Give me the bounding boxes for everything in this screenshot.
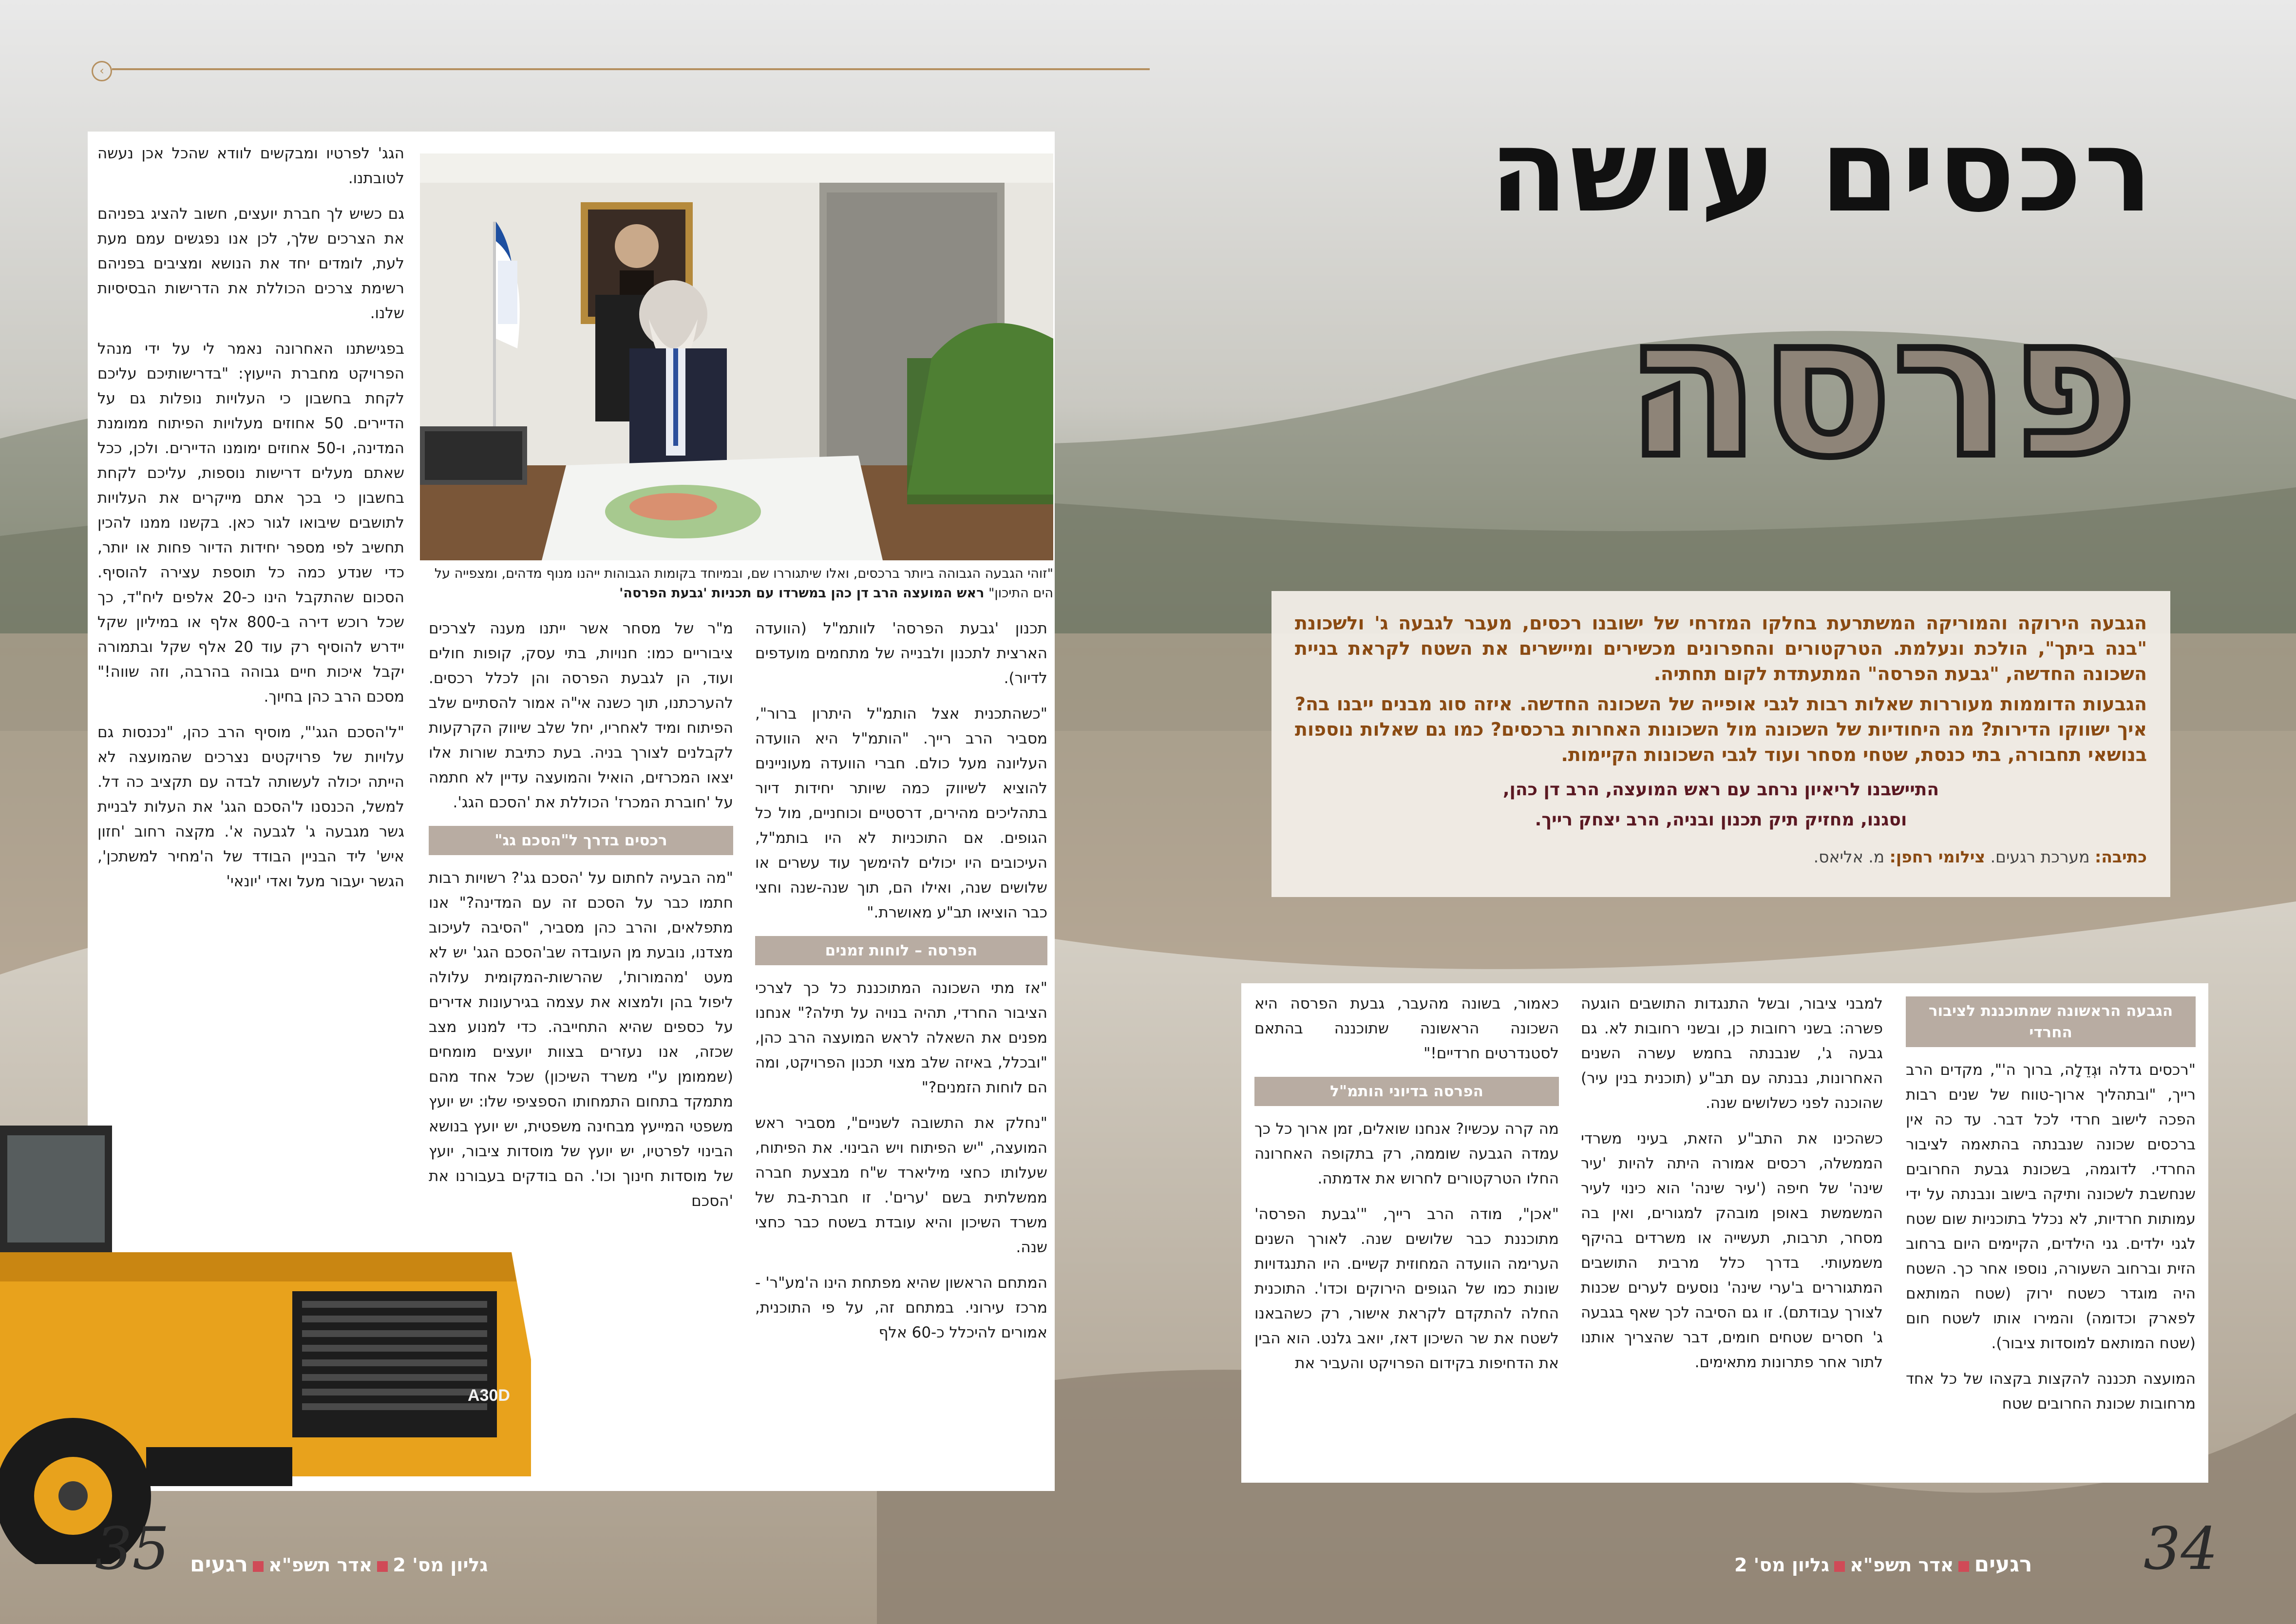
credit-photo: מ. אליאס. — [1813, 847, 1885, 866]
left-col-1 — [755, 616, 1047, 1356]
interview-line-2: וסגנו, מחזיק תיק תכנון ובניה, הרב יצחק רייך. — [1535, 810, 1907, 830]
issue-number: גליון מס' 2 — [393, 1554, 488, 1576]
paragraph: המתחם הראשון שהיא מפתחת הינו ה'מע"ר' - מרכז עירוני. במתחם זה, על פי התוכנית, אמורים להיכלל כ-60 אלף — [755, 1274, 1047, 1341]
section-heading: הפרסה – לוחות זמנים — [755, 936, 1047, 965]
paragraph: כאמור, בשונה מהעבר, גבעת הפרסה היא השכונה הראשונה שתוכננה בהתאם לסטנדרטים חרדיים!" — [1254, 995, 1559, 1062]
section-heading: רכסים בדרך ל"הסכם גג" — [429, 826, 733, 855]
issue-number: גליון מס' 2 — [1734, 1554, 1830, 1576]
headline-line1: רכסים עושה — [1489, 105, 2155, 238]
paragraph: למבני ציבור, ובשל התנגדות התושבים הוגעה פשרה: בשני רחובות כן, ובשני רחובות לא. גם גבעה ג', שנבנתה בחמש עשרה השנים האחרונות, נבנתה עם תב"ע (תוכנית בנין עיר) שהוכנה לפני כשלושים שנה. — [1581, 995, 1883, 1112]
top-rule — [112, 68, 1150, 70]
office-photo — [420, 153, 1053, 560]
intro-paragraph-1: הגבעה הירוקה והמוריקה המשתרעת בחלקו המזרחי של ישובנו רכסים, מעבר לגבעה ג' ולשכונת "בנה ביתך", הולכת ונעלמת. הטרקטורים והחפרונים מכשירים ומיישרים את השטח לקראת בניית השכונה החדשה, "גבעת הפרסה" המתעתדת לקום תחתיה. — [1295, 612, 2147, 685]
magazine-brand: רגעים — [1974, 1552, 2032, 1577]
separator-square — [1834, 1561, 1845, 1572]
paragraph: "אכן", מודה הרב רייך, "'גבעת הפרסה' מתוכננת כבר שלושים שנה. לאורך השנים הערימה הוועדה המחוזית קשיים. היו התנגדויות שונות כמו של הגופים הירוקים וכדו'. התוכנית החלה להתקדם לקראת אישור, רק כשהבאנו לשטח את שר השיכון דאז, יואב גלנט. הוא הבין את הדחיפות בקידום הפרויקט והעביר את — [1254, 1205, 1559, 1372]
paragraph: "ל'הסכם הגג'", מוסיף הרב כהן, "נכנסות גם עלויות של פרויקטים נצרכים שהמועצה לא הייתה יכולה לעשותה לבדה עם תקציב כה דל. למשל, הכנסנו ל'הסכם הגג' את העלות לבניית גשר מגבעה ג' לגבעה א'. מקצה רחוב 'חזון איש' ליד הבניין הבודד של ה'מחיר למשתכן', הגשר יעבור מעל ואדי 'יונאי' — [97, 724, 404, 890]
paragraph: גם כשיש לך חברת יועצים, חשוב להציג בפניהם את הצרכים שלך, לכן אנו נפגשים עמם מעת לעת, לומדים יחד את הנושא ומציבים בפניהם רשימת צרכים הכוללת את הדרישות הבסיסיות שלנו. — [97, 205, 404, 322]
credit-writing: מערכת רגעים. — [1990, 847, 2090, 866]
separator-square — [1958, 1561, 1969, 1572]
credits — [1295, 844, 2147, 870]
paragraph: הגג' לפרטיו ומבקשים לוודא שהכל אכן נעשה לטובתנו. — [97, 145, 404, 187]
paragraph: מה קרה עכשיו? אנחנו שואלים, זמן ארוך כל כך עמדה הגבעה שוממה, רק בתקופה האחרונה החלו הטרקטורים לחרוש את אדמתה. — [1254, 1120, 1559, 1187]
paragraph: תכנון 'גבעת הפרסה' לוותמ"ל (הוועדה הארצית לתכנון ולבנייה של מתחמים מועדפים לדיור). — [755, 620, 1047, 687]
intro-paragraph-2: הגבעות הדוממות מעוררות שאלות רבות לגבי אופייה של השכונה החדשה. איזה סוג מבנים ייבנו בה? איך ישווקו הדירות? מה היחודיות של השכונה מול השכונות האחרות ברכסים? כמו גם שאלות נוספות בנושאי תחבורה, בתי כנסת, שטחי מסחר ועוד לגבי השכונות הקיימות. — [1295, 693, 2147, 765]
section-heading: הגבעה הראשונה שמתוכננת לציבור החרדי — [1906, 996, 2196, 1047]
section-heading: הפרסה בדיוני הותמ"ל — [1254, 1077, 1559, 1106]
page-number-left: 35 — [95, 1515, 170, 1583]
left-col-3 — [97, 141, 404, 905]
caption-quote: "זוהי הגבעה הגבוהה ביותר ברכסים, ואלו שיתגוררו שם, ובמיוחד בקומות הגבוהות ייהנו מנוף מדהים, ומצפייה על הים התיכון" — [434, 566, 1053, 601]
separator-square — [253, 1561, 264, 1572]
right-col-3 — [1254, 992, 1559, 1387]
paragraph: "מה הבעיה לחתום על 'הסכם גג'? רשויות רבות חתמו כבר על הסכם זה עם המדינה?" אנו מתפלאים, והרב כהן מסביר, "הסיבה לעיכוב מצדנו, נובעת מן העובדה שב'הסכם הגג' יש לא מעט 'מהמורות', שהרשות-המקומית עלולה ליפול בהן ולמצוא את עצמה בגירעונות אדירים על כספים שהיא התחייבה. כדי למנוע מצב שכזה, אנו נעזרים בצוות יועצים מומחים (שממומן ע"י משרד השיכון) שכל אחד מהם מתמקד בתחום התמחותו הספציפי שלו: יש יועץ משפטי המייעץ מבחינה משפטית, יש יועץ בנושא הבינוי לפרטיו, יש יועץ של מוסדות ציבור, יועץ של מוסדות חינוך וכו'. הם בודקים בעבורנו את 'הסכם — [429, 869, 733, 1210]
issue-month: אדר תשפ"א — [268, 1554, 373, 1576]
paragraph: "רכסים גדלה וּגְדֵלָה, ברוך ה'", מקדים הרב רייך, "ובתהליך ארוך-טווח של שנים רבות הפכה לישוב חרדי לכל דבר. עד כה אין ברכסים שכונה שנבנתה בהתאמה לציבור החרדי. לדוגמה, בשכונת גבעת החרובים שנחשבת לשכונה ותיקה בישוב ונבנתה על ידי עמותות חרדיות, לא נכלל בתוכניות שום שטח לגני ילדים. גני הילדים, הקיימים היום ברחוב הזית וברחוב השעורה, נוספו אחר כך. השטח היה מוגדר כשטח ירוק (שטח המותאם לפארק וכדומה) והמירו אותו לשטח חום (שטח המותאם למוסדות ציבור). — [1906, 1061, 2196, 1352]
photo-caption — [420, 564, 1053, 603]
paragraph: בפגישתנו האחרונה נאמר לי על ידי מנהל הפרויקט מחברת הייעוץ: "בדרישותיכם עליכם לקחת בחשבון כי העלויות נופלות גם על הדיירים. 50 אחוזים מעלויות הפיתוח ממומנת המדינה, ו-50 אחוזים ימומנו הדיירים. ולכן, ככל שאתם מעלים דרישות נוספות, עליכם לקחת בחשבון כי בכך אתם מייקרים את העלויות לתושבים שיבואו לגור כאן. בקשנו ממנו להכין תחשיב לפי מספר יחידות הדיור פחות או יותר, כדי שנדע כמה כל תוספת עצירה להוסיף. הסכום שהתקבל הינו כ-20 אלפים ליח"ד, כך שכל רוכש דירה ב-800 אלף או במיליון שקל יידרש להוסיף רק עוד 20 אלף שקל ובתמורה יקבל איכות חיים גבוהה בהרבה, וזה שווה!" מסכם הרב כהן בחיוך. — [97, 340, 405, 706]
caption-bold: ראש המועצה הרב דן כהן במשרדו עם תכניות 'גבעת הפרסה' — [619, 586, 985, 601]
footer-left — [190, 1552, 488, 1577]
vehicle-plate: A30D — [468, 1386, 510, 1405]
paragraph: המועצה תכננה להקצות בקצהו של כל אחד מרחובות שכונת החרובים שטח — [1906, 1370, 2196, 1413]
paragraph: "אז מתי השכונה המתוכננת כל כך לצרכי הציבור החרדי, תהיה בנויה על תילה?" אנחנו מפנים את השאלה לראש המועצה הרב כהן, "ובכלל, באיזה שלב מצוי תכנון הפרויקט, ומה הם לוחות הזמנים?" — [755, 979, 1047, 1096]
credit-writing-label: כתיבה: — [2095, 847, 2147, 866]
paragraph: "כשהתכנית אצל הותמ"ל היתרון ברור", מסביר הרב רייך. "הותמ"ל היא הוועדה העליונה מעל כולם. חברי הוועדה מעוניינים להוציא לשיווק כמה שיותר יחידות דיור בתהליכים מהירים, דרסטיים וכוחניים, מול כל הגופים. אם התוכניות לא היו בותמ"ל, העיכובים היו יכולים להימשך עוד עשרים או שלושים שנה, ואילו הם, תוך שנה-שנה וחצי כבר הוציאו תב"ע מאושרת." — [755, 705, 1047, 921]
interview-line-1: התיישבנו לריאיון נרחב עם ראש המועצה, הרב דן כהן, — [1502, 780, 1939, 800]
right-col-1 — [1906, 992, 2196, 1427]
right-col-2 — [1581, 992, 1883, 1386]
paragraph: "נחלק את התשובה לשניים", מסביר ראש המועצה, "יש הפיתוח ויש הבינוי. את הפיתוח, שעלותו כחצי מיליארד ש"ח מבצעת חברה ממשלתית בשם 'ערים'. זו חברת-בת של משרד השיכון והיא עובדת בשטח כבר כחצי שנה. — [755, 1114, 1047, 1256]
magazine-brand: רגעים — [190, 1552, 248, 1577]
chevron-left-icon[interactable]: ‹ — [92, 61, 112, 81]
separator-square — [377, 1561, 388, 1572]
issue-month: אדר תשפ"א — [1850, 1554, 1954, 1576]
page-number-right: 34 — [2144, 1515, 2218, 1583]
credit-photo-label: צילומי רחפן: — [1889, 847, 1986, 866]
headline-line2: פרסה — [1626, 274, 2138, 500]
footer-right — [1734, 1552, 2032, 1577]
paragraph: כשהכינו את התב"ע הזאת, בעיני משרדי הממשלה, רכסים אמורה היתה להיות 'עיר שינה' של חיפה ('עיר שינה' הוא כינוי לעיר המשמשת באופן מובהק למגורים, ואין בה מסחר, תרבות, תעשייה או משרדים בהיקף משמעותי. בדרך כלל מרבית התושבים המתגוררים ב'ערי שינה' נוסעים לערים שכנות לצורך עבודתם). זו גם הסיבה לכך שאף בגבעה ג' חסרים שטחים חומים, דבר שהצריך אותנו לתור אחר פתרונות מתאימים. — [1581, 1130, 1883, 1371]
paragraph: מ"ר של מסחר אשר ייתנו מענה לצרכים ציבוריים כמו: חנויות, בתי עסק, קופות חולים ועוד, הן לגבעת הפרסה והן לכלל רכסים. להערכתנו, תוך כשנה אי"ה אמור להסתיים שלב הפיתוח ומיד לאחריו, יחל שלב שיווק הקרקעות לקבלנים לצורך בניה. בעת כתיבת שורות אלו יצאו המכרזים, הואיל והמועצה עדיין לא חתמה על 'חוברת המכרז' הכוללת את 'הסכם הגג'. — [429, 620, 733, 811]
dump-truck-illustration — [0, 1106, 541, 1564]
intro-box — [1271, 591, 2170, 897]
